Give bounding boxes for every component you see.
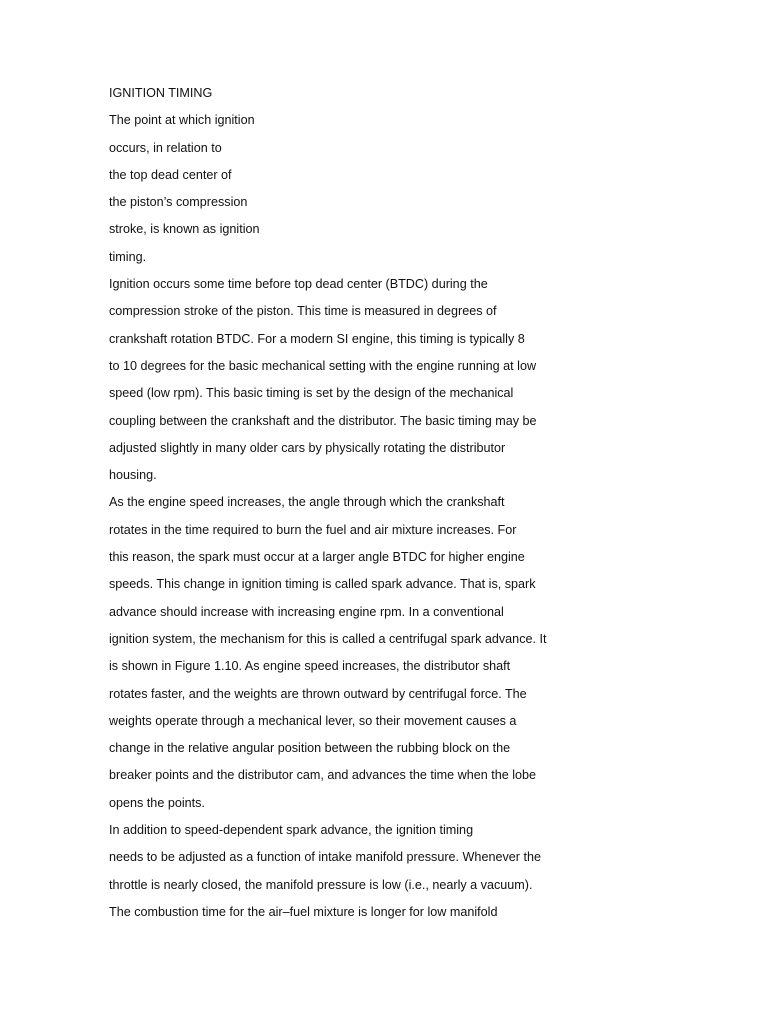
text-line: the top dead center of: [109, 167, 232, 182]
text-line: compression stroke of the piston. This time is measured in degrees of: [109, 304, 497, 319]
text-line: housing.: [109, 468, 157, 483]
text-line: speed (low rpm). This basic timing is set by the design of the mechanical: [109, 386, 514, 401]
text-line: In addition to speed-dependent spark advance, the ignition timing: [109, 823, 474, 838]
text-line: rotates in the time required to burn the fuel and air mixture increases. For: [109, 522, 517, 537]
text-line: throttle is nearly closed, the manifold pressure is low (i.e., nearly a vacuum).: [109, 877, 533, 892]
text-line: change in the relative angular position between the rubbing block on the: [109, 741, 511, 756]
text-line: The point at which ignition: [109, 113, 255, 128]
text-line: opens the points.: [109, 795, 205, 810]
text-line: weights operate through a mechanical lever, so their movement causes a: [109, 713, 517, 728]
document-body: [109, 83, 589, 929]
text-line: to 10 degrees for the basic mechanical setting with the engine running at low: [109, 358, 537, 373]
text-line: The combustion time for the air–fuel mixture is longer for low manifold: [109, 904, 498, 919]
text-line: timing.: [109, 249, 147, 264]
text-line: speeds. This change in ignition timing is called spark advance. That is, spark: [109, 577, 536, 592]
text-line: crankshaft rotation BTDC. For a modern SI engine, this timing is typically 8: [109, 331, 525, 346]
text-line: needs to be adjusted as a function of intake manifold pressure. Whenever the: [109, 850, 541, 865]
text-line: is shown in Figure 1.10. As engine speed increases, the distributor shaft: [109, 659, 511, 674]
text-line: ignition system, the mechanism for this is called a centrifugal spark advance. It: [109, 631, 547, 646]
text-line: the piston’s compression: [109, 195, 248, 210]
text-line: advance should increase with increasing engine rpm. In a conventional: [109, 604, 504, 619]
text-line: rotates faster, and the weights are thrown outward by centrifugal force. The: [109, 686, 527, 701]
text-line: As the engine speed increases, the angle through which the crankshaft: [109, 495, 505, 510]
text-line: stroke, is known as ignition: [109, 222, 260, 237]
text-line: Ignition occurs some time before top dead center (BTDC) during the: [109, 277, 488, 292]
text-line: coupling between the crankshaft and the distributor. The basic timing may be: [109, 413, 537, 428]
text-line: this reason, the spark must occur at a larger angle BTDC for higher engine: [109, 550, 525, 565]
text-line: adjusted slightly in many older cars by physically rotating the distributor: [109, 440, 506, 455]
text-line: occurs, in relation to: [109, 140, 222, 155]
document-heading: IGNITION TIMING: [109, 86, 213, 100]
text-line: breaker points and the distributor cam, and advances the time when the lobe: [109, 768, 537, 783]
